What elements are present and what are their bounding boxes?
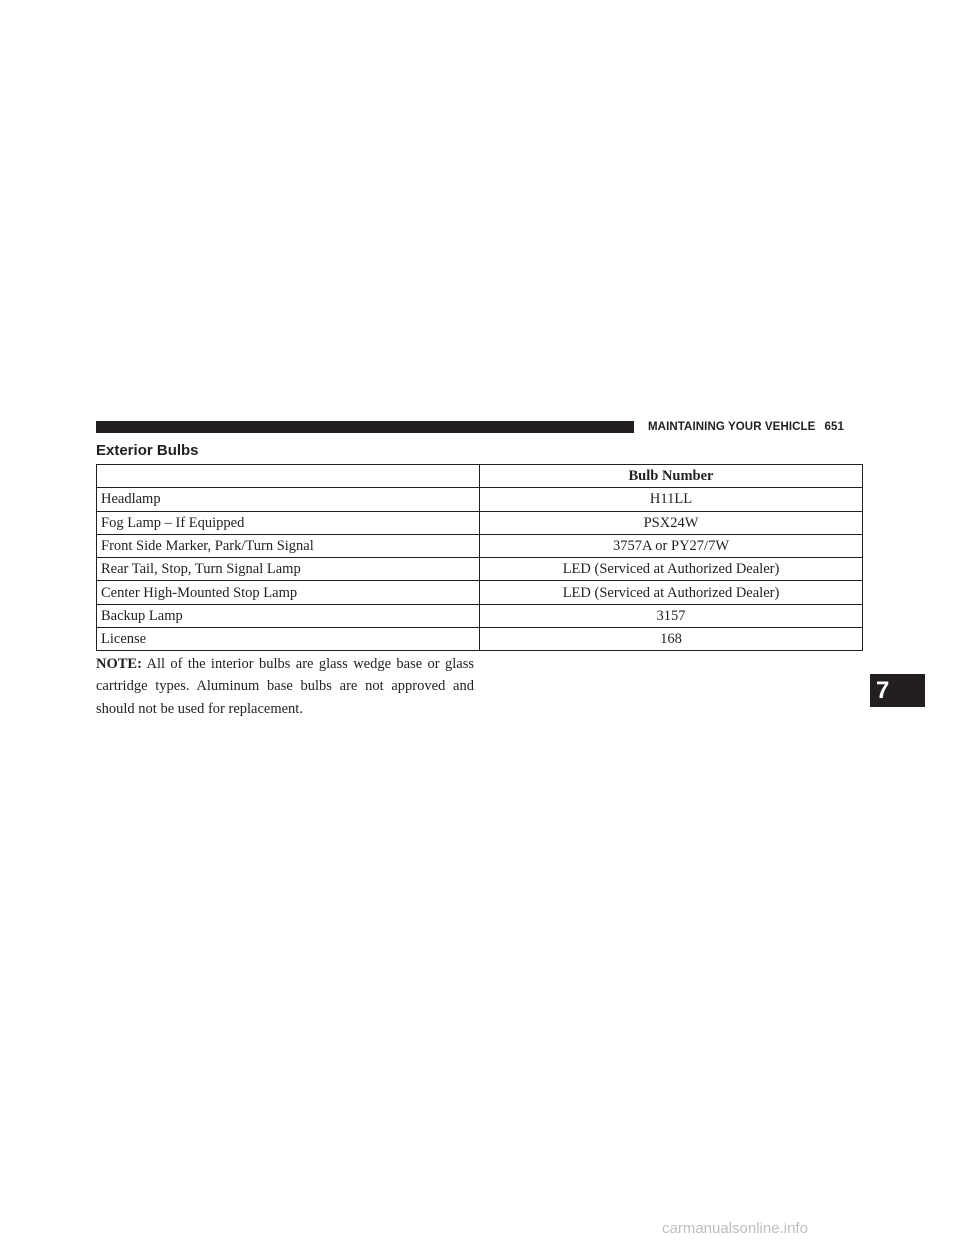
table-header-row [97, 465, 863, 488]
table-header-cell-number: Bulb Number [480, 465, 863, 488]
table-header-cell-bulb [97, 465, 480, 488]
page-number: 651 [824, 421, 844, 433]
note-text: All of the interior bulbs are glass wedge base or glass cartridge types. Aluminum base bulbs are not approved and should not be used for replacement. [96, 656, 474, 717]
table-row [97, 558, 863, 581]
bulb-name-cell: Front Side Marker, Park/Turn Signal [97, 534, 480, 557]
note-label: NOTE: [96, 656, 142, 672]
bulb-name-cell: Center High-Mounted Stop Lamp [97, 581, 480, 604]
table-row [97, 534, 863, 557]
bulb-number-cell: LED (Serviced at Authorized Dealer) [480, 581, 863, 604]
table-row [97, 581, 863, 604]
running-header [648, 419, 844, 435]
bulb-number-cell: 3157 [480, 604, 863, 627]
table-row [97, 511, 863, 534]
bulb-number-cell: PSX24W [480, 511, 863, 534]
header-rule [96, 421, 634, 433]
table-row [97, 604, 863, 627]
watermark-text: carmanualsonline.info [662, 1220, 808, 1237]
header-section-title: MAINTAINING YOUR VEHICLE [648, 421, 816, 433]
table-row [97, 488, 863, 511]
table-row [97, 628, 863, 651]
bulb-name-cell: License [97, 628, 480, 651]
bulb-name-cell: Backup Lamp [97, 604, 480, 627]
note-paragraph [96, 653, 474, 720]
bulb-number-cell: 3757A or PY27/7W [480, 534, 863, 557]
exterior-bulbs-table [96, 464, 863, 651]
bulb-name-cell: Fog Lamp – If Equipped [97, 511, 480, 534]
bulb-name-cell: Headlamp [97, 488, 480, 511]
bulb-number-cell: H11LL [480, 488, 863, 511]
chapter-tab: 7 [870, 674, 925, 707]
bulb-number-cell: LED (Serviced at Authorized Dealer) [480, 558, 863, 581]
bulb-number-cell: 168 [480, 628, 863, 651]
section-title: Exterior Bulbs [96, 442, 199, 459]
bulb-name-cell: Rear Tail, Stop, Turn Signal Lamp [97, 558, 480, 581]
